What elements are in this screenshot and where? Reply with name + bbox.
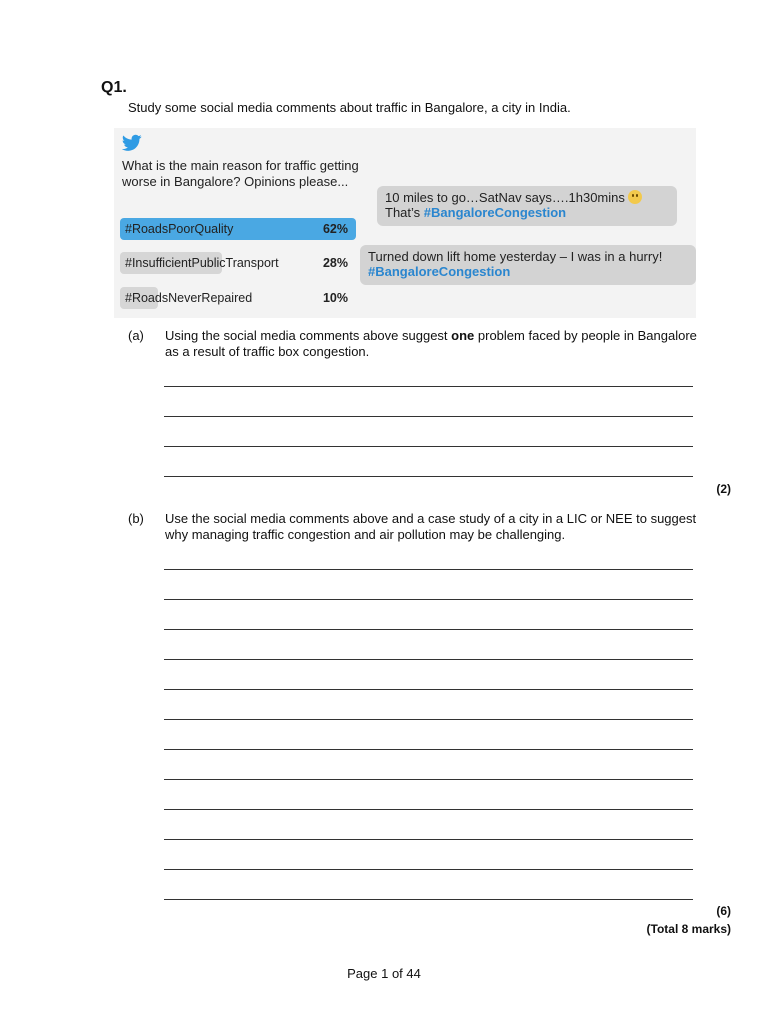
total-marks: (Total 8 marks) <box>646 922 731 936</box>
comment-bubble-satnav <box>377 186 677 226</box>
comment-text: 10 miles to go…SatNav says….1h30mins <box>385 190 625 205</box>
poll-option-label: #RoadsNeverRepaired <box>125 291 253 305</box>
answer-line[interactable] <box>164 719 693 720</box>
poll-option-roads-poor-quality <box>120 218 352 240</box>
poll-option-label: #InsufficientPublicTransport <box>125 256 279 270</box>
poll-option-insufficient-public-transport <box>120 252 352 274</box>
answer-line[interactable] <box>164 839 693 840</box>
comment-bubble-lift <box>360 245 696 285</box>
answer-line[interactable] <box>164 659 693 660</box>
part-b-label: (b) <box>128 511 144 526</box>
question-number: Q1. <box>101 79 127 96</box>
answer-line[interactable] <box>164 476 693 477</box>
part-a-text: Using the social media comments above suggest one problem faced by people in Bangalore as a result of traffic box congestion. <box>165 328 697 359</box>
poll-option-percent: 62% <box>322 222 348 236</box>
answer-line[interactable] <box>164 446 693 447</box>
poll-option-percent: 28% <box>322 256 348 270</box>
answer-line[interactable] <box>164 386 693 387</box>
part-a-marks: (2) <box>716 482 731 496</box>
answer-line[interactable] <box>164 779 693 780</box>
answer-line[interactable] <box>164 629 693 630</box>
answer-line[interactable] <box>164 809 693 810</box>
part-b-text: Use the social media comments above and a case study of a city in a LIC or NEE to suggest why managing traffic congestion and air pollution may be challenging. <box>165 511 697 542</box>
twitter-bird-icon <box>122 134 142 152</box>
hashtag[interactable]: #BangaloreCongestion <box>423 205 567 220</box>
part-b-marks: (6) <box>716 904 731 918</box>
answer-line[interactable] <box>164 869 693 870</box>
answer-line[interactable] <box>164 599 693 600</box>
comment-text: Turned down lift home yesterday – I was in a hurry! <box>368 249 663 264</box>
poll-option-roads-never-repaired <box>120 287 352 309</box>
answer-line[interactable] <box>164 899 693 900</box>
poll-option-percent: 10% <box>322 291 348 305</box>
poll-option-label: #RoadsPoorQuality <box>125 222 234 236</box>
poll-question: What is the main reason for traffic getting worse in Bangalore? Opinions please... <box>122 158 359 189</box>
answer-line[interactable] <box>164 569 693 570</box>
hashtag[interactable]: #BangaloreCongestion <box>368 264 511 279</box>
answer-line[interactable] <box>164 689 693 690</box>
comment-text: That’s <box>385 205 424 220</box>
part-a-label: (a) <box>128 328 144 343</box>
social-media-panel <box>114 128 696 318</box>
answer-line[interactable] <box>164 416 693 417</box>
question-intro: Study some social media comments about traffic in Bangalore, a city in India. <box>128 100 571 115</box>
answer-line[interactable] <box>164 749 693 750</box>
page-footer: Page 1 of 44 <box>347 966 421 981</box>
eye-roll-emoji-icon <box>628 190 642 204</box>
